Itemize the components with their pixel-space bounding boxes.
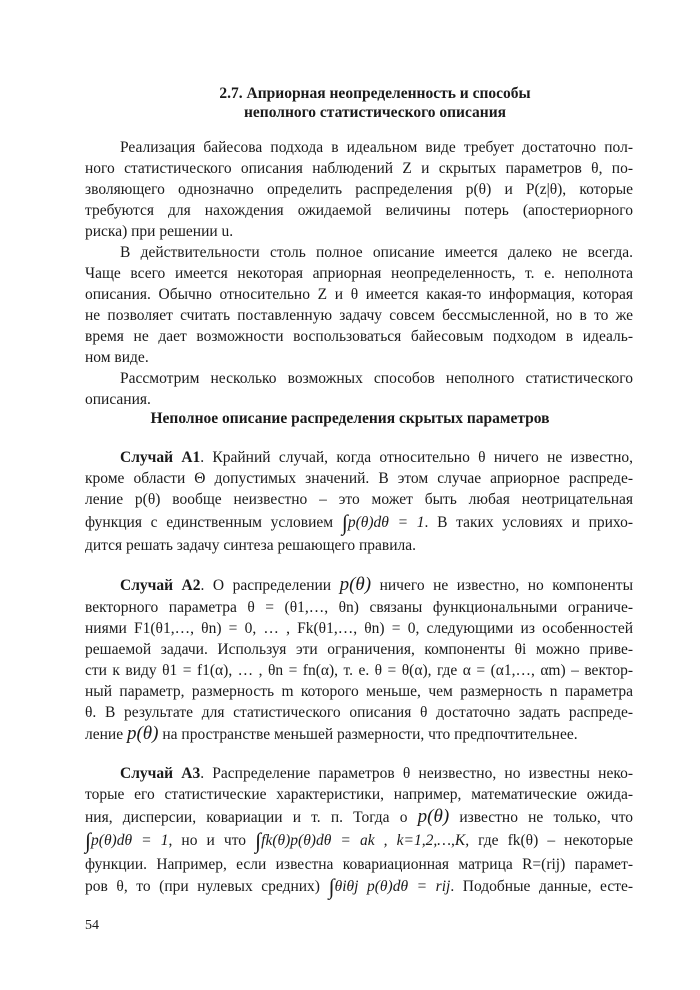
section-title-line-2: неполного статистического описания [243, 104, 507, 121]
caseA2-text: . О распределении [200, 577, 332, 594]
caseA3-line-2: торые его статистические характеристики, например, математические ожида- [85, 786, 633, 803]
caseA1-line-1 [120, 448, 633, 468]
integral-sign: ∫ [255, 828, 262, 853]
formula: p(θ)dθ = 1 [347, 514, 425, 531]
caseA3-line-4 [85, 828, 634, 853]
caseA1-text: функция с единственным условием [85, 514, 334, 531]
subheading: Неполное описание распределения скрытых параметров [150, 410, 550, 427]
formula: p(θ) [339, 574, 372, 595]
caseA2-line-5: сти к виду θ1 = f1(α), … , θn = fn(α), т. е. θ = θ(α), где α = (α1,…, αm) – вектор- [85, 662, 633, 679]
caseA1-label: Случай А1 [120, 449, 201, 466]
caseA2-line-8 [85, 724, 633, 745]
integral-sign: ∫ [341, 510, 348, 535]
integral-sign: ∫ [85, 828, 92, 853]
intro-p2-line: В действительности столь полное описание имеется далеко не всегда. [120, 244, 633, 261]
caseA3-line-3 [85, 807, 633, 828]
caseA3-text: ния, дисперсии, ковариации и т. п. Тогда о [85, 809, 408, 826]
intro-p1-line: требуются для нахождения ожидаемой величины потерь (апостериорного [85, 202, 633, 219]
caseA2-line-2: векторного параметра θ = (θ1,…, θn) связаны функциональными ограниче- [85, 599, 633, 616]
caseA3-line-6 [85, 874, 634, 899]
caseA1-line-3: ление p(θ) вообще неизвестно – это может быть любая неотрицательная [85, 491, 633, 508]
caseA1-text: . Крайний случай, когда относительно θ ничего не известно, [200, 449, 633, 466]
caseA3-text: . Подобные данные, есте- [450, 878, 634, 895]
caseA2-text: на пространстве меньшей размерности, что предпочтительнее. [162, 726, 578, 743]
intro-p2-line: время не дает возможности воспользоваться байесовым подходом в идеаль- [85, 328, 633, 345]
caseA3-text: где fk(θ) – некоторые [478, 832, 634, 849]
caseA2-line-1 [120, 575, 633, 596]
intro-p2-line: описания. Обычно относительно Z и θ имеется какая-то информация, которая [85, 286, 633, 303]
intro-p1-line: зволяющего однозначно определить распределения p(θ) и P(z|θ), которые [85, 181, 633, 198]
caseA3-text: . Распределение параметров θ неизвестно, но известны неко- [200, 765, 633, 782]
caseA2-label: Случай А2 [120, 577, 201, 594]
intro-p3-line: описания. [85, 391, 151, 408]
intro-p1-line: ного статистического описания наблюдений Z и скрытых параметров θ, по- [85, 160, 633, 177]
caseA2-line-4: решаемой задачи. Используя эти ограничения, компоненты θi можно приве- [85, 641, 633, 658]
caseA2-text: ление [85, 726, 124, 743]
caseA1-line-5: дится решать задачу синтеза решающего правила. [85, 537, 417, 554]
caseA1-text: . В таких условиях и прихо- [424, 514, 634, 531]
caseA2-text: ничего не известно, но компоненты [379, 577, 633, 594]
intro-p2-line: Чаще всего имеется некоторая априорная неопределенность, т. е. неполнота [85, 265, 633, 282]
intro-p2-line: не позволяет считать поставленную задачу совсем бессмысленной, но в то же [85, 307, 633, 324]
section-title-line-1: 2.7. Априорная неопределенность и способы [219, 85, 531, 102]
caseA1-line-4 [85, 510, 634, 535]
caseA2-line-6: ный параметр, размерность m которого меньше, чем размерность n параметра [85, 683, 633, 700]
intro-p1-line: Реализация байесова подхода в идеальном виде требует достаточно пол- [120, 139, 633, 156]
formula: p(θ) [417, 806, 450, 827]
caseA2-line-7: θ. В результате для статистического описания θ достаточно задать распреде- [85, 704, 633, 721]
caseA3-line-1 [120, 764, 633, 784]
page-number: 54 [85, 918, 99, 933]
formula: p(θ) [126, 723, 159, 744]
caseA1-line-2: кроме области Θ допустимых значений. В этом случае априорное распреде- [85, 470, 633, 487]
intro-p2-line: ном виде. [85, 349, 149, 366]
caseA2-line-3: ниями F1(θ1,…, θn) = 0, … , Fk(θ1,…, θn) = 0, следующими из особенностей [85, 620, 633, 637]
caseA3-text: известно не только, что [459, 809, 634, 826]
section-title [0, 84, 700, 122]
formula: fk(θ)p(θ)dθ = ak , k=1,2,…,K, [261, 832, 470, 849]
integral-sign: ∫ [328, 874, 335, 899]
intro-p1-line: риска) при решении u. [85, 223, 234, 240]
formula: p(θ)dθ = 1 [91, 832, 169, 849]
intro-p3-line: Рассмотрим несколько возможных способов неполного статистического [120, 370, 633, 387]
caseA3-label: Случай А3 [120, 765, 201, 782]
formula: θiθj p(θ)dθ = rij [334, 878, 451, 895]
caseA3-line-5: функции. Например, если известна ковариационная матрица R=(rij) парамет- [85, 856, 633, 873]
caseA3-text: , но и что [168, 832, 247, 849]
caseA3-text: ров θ, то (при нулевых средних) [85, 878, 320, 895]
